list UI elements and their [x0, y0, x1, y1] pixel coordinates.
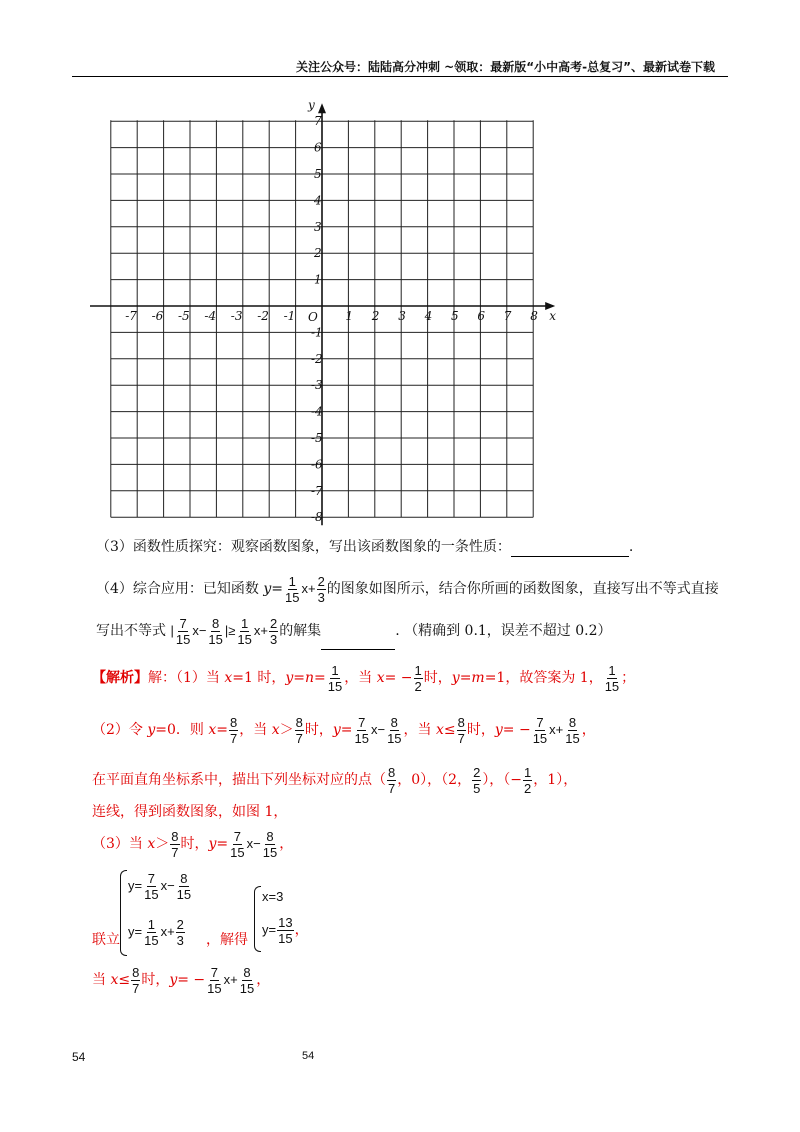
q4-x: x+ — [253, 623, 268, 638]
page-number-left: 54 — [72, 1050, 86, 1064]
fraction: $\frac{7}{15}$ — [175, 615, 191, 647]
q3-text: （3）函数性质探究：观察函数图象，写出该函数图象的一条性质： — [96, 539, 511, 555]
fraction: $\frac{8}{15}$ — [262, 828, 278, 860]
coordinate-grid — [0, 0, 800, 540]
question-3 — [96, 537, 633, 557]
y-axis-arrow — [318, 103, 326, 113]
fraction: $\frac{8}{15}$ — [208, 615, 223, 647]
system-eq1: y= $\frac{7}{15}$ x− $\frac{8}{15}$ — [128, 870, 192, 902]
fraction: $\frac{7}{15}$ — [354, 714, 369, 746]
q4-text-a: （4）综合应用：已知函数 — [96, 581, 264, 597]
y-tick-label: 2 — [314, 246, 322, 261]
fraction: $\frac{2}{3}$ — [317, 573, 325, 605]
fraction: $\frac{1}{2}$ — [414, 662, 422, 694]
y-tick-label: -7 — [311, 483, 323, 498]
x-tick-label: -1 — [283, 309, 296, 323]
question-4-line2 — [96, 612, 612, 650]
q4-text-b: 的图象如图所示，结合你所画的函数图象，直接写出不等式直接 — [326, 581, 719, 597]
x-tick-label: -5 — [178, 309, 190, 323]
x-tick-label: 8 — [530, 309, 538, 323]
x-tick-label: 2 — [371, 309, 380, 323]
solution-line2: （2）令 y=0．则 x= $\frac{8}{7}$ ，当 x＞ $\frac{8}{7}$ 时，y= $\frac{7}{15}$ x− $\frac{8}{15}$ ，当 x≤ $\frac{8}{7}$ 时，y= − $\frac{7}{15}$ x+ $\frac{8}{15}$ ， — [92, 714, 596, 746]
fraction: $\frac{7}{15}$ — [230, 828, 245, 860]
x-axis-label: x — [549, 309, 556, 323]
y-tick-label: -6 — [311, 457, 323, 472]
x-tick-label: -6 — [151, 309, 164, 323]
fraction: $\frac{2}{5}$ — [473, 764, 481, 796]
solve-label-2: ，解得 — [206, 932, 248, 948]
question-4-line1 — [96, 570, 719, 608]
page-header: 关注公众号：陆陆高分冲刺 ~领取：最新版“小中高考-总复习”、最新试卷下载 — [296, 60, 715, 74]
x-tick-label: -3 — [230, 309, 243, 323]
fraction: $\frac{2}{3}$ — [176, 916, 184, 948]
x-tick-label: 4 — [424, 309, 433, 323]
fraction: $\frac{8}{15}$ — [387, 714, 402, 746]
solution-line6: 当 x≤ $\frac{8}{7}$ 时，y= − $\frac{7}{15}$ x+ $\frac{8}{15}$ ， — [92, 964, 271, 996]
x-tick-label: 1 — [345, 309, 354, 323]
fraction: $\frac{8}{15}$ — [565, 714, 580, 746]
fraction: $\frac{1}{15}$ — [285, 573, 300, 605]
y-tick-label: 3 — [314, 219, 322, 234]
y-tick-label: -3 — [311, 378, 323, 393]
fraction: $\frac{8}{7}$ — [295, 714, 303, 746]
q4-text-c: 写出不等式 — [96, 623, 171, 639]
fraction: $\frac{8}{15}$ — [176, 870, 192, 902]
fraction: $\frac{1}{15}$ — [327, 662, 343, 694]
result-y: y= $\frac{13}{15}$ ， — [262, 914, 309, 946]
fraction: $\frac{7}{15}$ — [207, 964, 222, 996]
system-eq2: y= $\frac{1}{15}$ x+ $\frac{2}{3}$ — [128, 916, 184, 948]
analysis-tag: 【解析】 — [92, 670, 148, 686]
x-tick-label: -4 — [204, 309, 217, 323]
origin-label: O — [308, 310, 318, 324]
fraction: $\frac{7}{15}$ — [144, 870, 159, 902]
y-tick-label: -2 — [311, 351, 323, 366]
fraction: $\frac{1}{15}$ — [604, 662, 620, 694]
fraction: $\frac{8}{7}$ — [457, 714, 465, 746]
solve-label: 联立 — [92, 932, 120, 948]
fraction: $\frac{8}{15}$ — [239, 964, 255, 996]
x-tick-label: -7 — [125, 309, 137, 323]
y-tick-label: 4 — [314, 193, 322, 208]
y-tick-label: 6 — [314, 140, 322, 155]
fraction: $\frac{13}{15}$ — [278, 914, 293, 946]
q4-x: x+ — [301, 581, 316, 596]
x-tick-label: 3 — [398, 309, 406, 323]
y-tick-label: -4 — [311, 404, 323, 419]
fraction: $\frac{8}{7}$ — [230, 714, 238, 746]
q4-text-e: . （精确到 0.1，误差不超过 0.2） — [395, 623, 612, 639]
result-brace — [254, 886, 261, 952]
q4-y: y= — [263, 581, 283, 597]
y-axis-label: y — [308, 98, 315, 113]
y-tick-label: 5 — [314, 167, 322, 181]
page-number-center: 54 — [302, 1050, 315, 1062]
fraction: $\frac{1}{15}$ — [237, 615, 252, 647]
abs-bar: | — [170, 623, 174, 638]
x-tick-label: 6 — [477, 309, 486, 323]
solution-line5: （3）当 x＞ $\frac{8}{7}$ 时，y= $\frac{7}{15}$ x− $\frac{8}{15}$ ， — [92, 828, 294, 860]
fraction: $\frac{7}{15}$ — [532, 714, 548, 746]
fraction: $\frac{1}{15}$ — [144, 916, 159, 948]
fraction: $\frac{2}{3}$ — [269, 615, 278, 647]
abs-geq: |≥ — [224, 623, 236, 638]
q4-text-d: 的解集 — [279, 623, 322, 639]
fraction: $\frac{8}{7}$ — [171, 828, 179, 860]
fraction: $\frac{8}{7}$ — [388, 764, 396, 796]
x-tick-label: 7 — [503, 309, 512, 323]
y-tick-label: -1 — [311, 325, 323, 340]
x-tick-label: 5 — [451, 309, 459, 323]
result-x: x=3 — [262, 889, 284, 904]
q3-end: . — [628, 539, 634, 555]
solution-line1: 【解析】解：（1）当 x=1 时，y=n= $\frac{1}{15}$ ，当 x= − $\frac{1}{2}$ 时，y=m=1，故答案为 1， $\frac{1}{15}$ ； — [92, 662, 636, 694]
y-tick-label: 7 — [314, 114, 322, 129]
fraction: $\frac{1}{2}$ — [524, 764, 532, 796]
y-tick-label: -5 — [311, 431, 323, 445]
q4-x: x− — [192, 623, 207, 638]
y-tick-label: 1 — [314, 272, 322, 287]
x-tick-label: -2 — [257, 309, 269, 323]
system-brace — [120, 870, 127, 956]
y-tick-label: -8 — [311, 510, 323, 525]
solution-line3: 在平面直角坐标系中，描出下列坐标对应的点（ $\frac{8}{7}$ ，0），（2， $\frac{2}{5}$ ），（− $\frac{1}{2}$ ，1）， — [92, 764, 578, 796]
answer-blank[interactable] — [511, 542, 629, 557]
fraction: $\frac{8}{7}$ — [132, 964, 140, 996]
answer-blank[interactable] — [321, 635, 395, 650]
solution-line4: 连线，得到函数图象，如图 1， — [92, 804, 288, 820]
